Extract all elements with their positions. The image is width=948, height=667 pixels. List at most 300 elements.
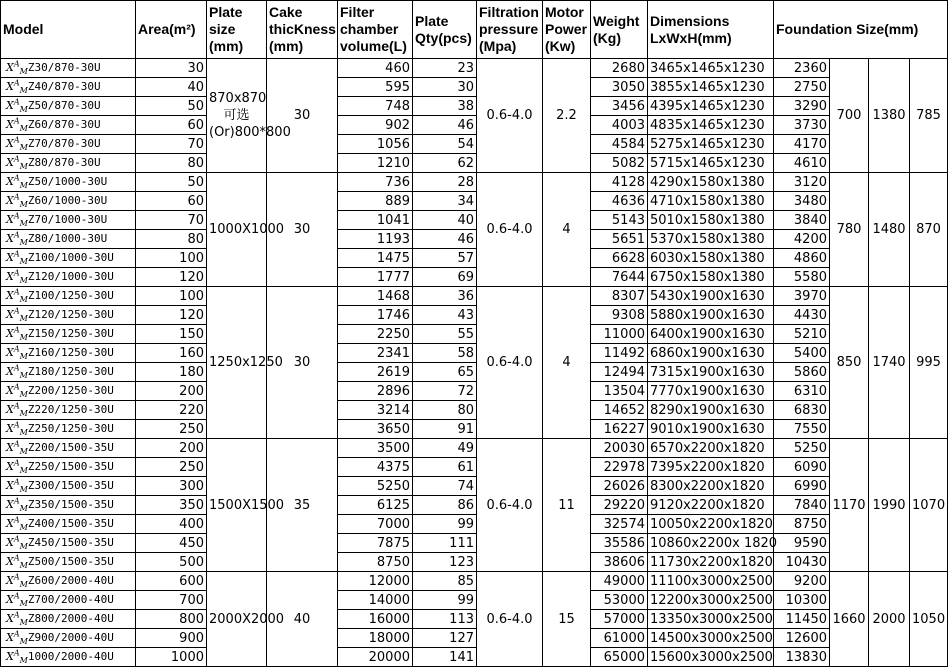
dimensions-cell: 13350x3000x2500 [648,610,774,629]
weight-cell: 8307 [591,287,648,306]
model-name: Z100/1250-30U [27,289,114,302]
foundation-length-cell: 6830 [774,401,830,420]
model-cell [1,648,136,667]
foundation-size-cell: 1740 [869,287,910,439]
table-row [1,325,948,344]
model-prefix [6,59,28,77]
model-cell [1,268,136,287]
foundation-length-cell: 6090 [774,458,830,477]
header-dimensions: Dimensions LxWxH(mm) [648,1,774,59]
area-cell: 50 [136,173,207,192]
weight-cell: 16227 [591,420,648,439]
foundation-length-cell: 5250 [774,439,830,458]
model-prefix [6,154,28,172]
dimensions-cell: 6860x1900x1630 [648,344,774,363]
dimensions-cell: 5715x1465x1230 [648,154,774,173]
model-prefix [6,553,28,571]
model-prefix [6,116,28,134]
model-prefix-sup: A [13,97,20,107]
plate-qty-cell: 61 [413,458,477,477]
plate-qty-cell: 69 [413,268,477,287]
model-prefix [6,648,28,666]
model-name: Z30/870-30U [27,61,101,74]
table-row [1,249,948,268]
foundation-size-cell: 850 [830,287,869,439]
plate-qty-cell: 74 [413,477,477,496]
area-cell: 60 [136,192,207,211]
model-name: Z150/1250-30U [27,327,114,340]
model-cell [1,97,136,116]
model-name: Z600/2000-40U [27,574,114,587]
table-row [1,515,948,534]
model-prefix-sup: A [13,591,20,601]
model-cell [1,629,136,648]
model-prefix-sub: M [19,276,28,286]
model-name: Z120/1000-30U [27,270,114,283]
plate-qty-cell: 28 [413,173,477,192]
dimensions-cell: 15600x3000x2500 [648,648,774,667]
model-prefix-sub: M [19,219,28,229]
model-prefix [6,230,28,248]
dimensions-cell: 4835x1465x1230 [648,116,774,135]
plate-size-cell: 870x870 可选(Or)800*800 [207,59,267,173]
model-prefix-sub: M [19,390,28,400]
model-prefix [6,268,28,286]
model-prefix-sub: M [19,67,28,77]
table-row [1,496,948,515]
model-prefix-sub: M [19,542,28,552]
weight-cell: 5143 [591,211,648,230]
model-cell [1,496,136,515]
area-cell: 600 [136,572,207,591]
foundation-length-cell: 2750 [774,78,830,97]
model-prefix-sub: M [19,504,28,514]
model-prefix [6,610,28,628]
model-prefix-letter: X [6,289,14,302]
area-cell: 700 [136,591,207,610]
area-cell: 70 [136,135,207,154]
model-prefix-sup: A [13,477,20,487]
weight-cell: 38606 [591,553,648,572]
foundation-size-cell: 1070 [910,439,948,572]
model-prefix-letter: X [6,536,14,549]
foundation-length-cell: 10430 [774,553,830,572]
filtration-pressure-cell: 0.6-4.0 [477,439,543,572]
volume-cell: 1777 [338,268,413,287]
area-cell: 160 [136,344,207,363]
volume-cell: 889 [338,192,413,211]
volume-cell: 7875 [338,534,413,553]
foundation-length-cell: 11450 [774,610,830,629]
model-name: Z350/1500-35U [27,498,114,511]
weight-cell: 49000 [591,572,648,591]
weight-cell: 35586 [591,534,648,553]
plate-qty-cell: 85 [413,572,477,591]
volume-cell: 1210 [338,154,413,173]
model-name: Z120/1250-30U [27,308,114,321]
model-prefix-sub: M [19,333,28,343]
motor-power-cell: 4 [543,287,591,439]
model-cell [1,78,136,97]
model-prefix-letter: X [6,555,14,568]
table-row [1,420,948,439]
model-prefix-letter: X [6,213,14,226]
plate-qty-cell: 127 [413,629,477,648]
plate-size-cell: 1000X1000 [207,173,267,287]
area-cell: 1000 [136,648,207,667]
table-row [1,401,948,420]
model-prefix [6,306,28,324]
plate-qty-cell: 36 [413,287,477,306]
model-name: Z250/1250-30U [27,422,114,435]
model-prefix-sup: A [13,306,20,316]
area-cell: 80 [136,154,207,173]
weight-cell: 29220 [591,496,648,515]
model-prefix-letter: X [6,460,14,473]
table-row [1,173,948,192]
model-prefix-sup: A [13,458,20,468]
model-prefix-letter: X [6,327,14,340]
model-prefix-sup: A [13,268,20,278]
model-prefix-letter: X [6,251,14,264]
model-prefix [6,534,28,552]
model-cell [1,116,136,135]
foundation-length-cell: 4200 [774,230,830,249]
foundation-length-cell: 13830 [774,648,830,667]
model-cell [1,306,136,325]
foundation-length-cell: 3840 [774,211,830,230]
dimensions-cell: 5370x1580x1380 [648,230,774,249]
weight-cell: 5651 [591,230,648,249]
model-name: Z70/1000-30U [27,213,108,226]
area-cell: 60 [136,116,207,135]
model-prefix-sup: A [13,211,20,221]
model-prefix-sup: A [13,325,20,335]
weight-cell: 11492 [591,344,648,363]
header-model: Model [1,1,136,59]
model-cell [1,59,136,78]
weight-cell: 4636 [591,192,648,211]
weight-cell: 22978 [591,458,648,477]
model-prefix-letter: X [6,118,14,131]
header-row [1,1,948,59]
model-prefix-sub: M [19,124,28,134]
header-area: Area(m²) [136,1,207,59]
model-prefix-letter: X [6,403,14,416]
plate-qty-cell: 49 [413,439,477,458]
dimensions-cell: 4710x1580x1380 [648,192,774,211]
model-prefix-letter: X [6,270,14,283]
model-name: Z800/2000-40U [27,612,114,625]
model-prefix-sub: M [19,86,28,96]
model-name: Z500/1500-35U [27,555,114,568]
model-cell [1,515,136,534]
plate-qty-cell: 43 [413,306,477,325]
volume-cell: 2341 [338,344,413,363]
model-prefix-sub: M [19,352,28,362]
dimensions-cell: 10860x2200x 1820 [648,534,774,553]
weight-cell: 5082 [591,154,648,173]
model-prefix-sub: M [19,200,28,210]
plate-qty-cell: 111 [413,534,477,553]
model-prefix-sub: M [19,143,28,153]
volume-cell: 748 [338,97,413,116]
model-prefix-sup: A [13,572,20,582]
area-cell: 800 [136,610,207,629]
foundation-size-cell: 2000 [869,572,910,667]
model-name: Z180/1250-30U [27,365,114,378]
area-cell: 400 [136,515,207,534]
table-row [1,135,948,154]
cake-thickness-cell: 30 [267,287,338,439]
table-row [1,629,948,648]
model-prefix-sub: M [19,105,28,115]
model-name: Z200/1250-30U [27,384,114,397]
dimensions-cell: 4290x1580x1380 [648,173,774,192]
dimensions-cell: 3855x1465x1230 [648,78,774,97]
cake-thickness-cell: 35 [267,439,338,572]
area-cell: 120 [136,268,207,287]
dimensions-cell: 9120x2200x1820 [648,496,774,515]
model-cell [1,610,136,629]
volume-cell: 736 [338,173,413,192]
dimensions-cell: 3465x1465x1230 [648,59,774,78]
model-prefix-letter: X [6,441,14,454]
model-prefix-sup: A [13,192,20,202]
model-prefix [6,173,28,191]
plate-qty-cell: 38 [413,97,477,116]
cake-thickness-cell: 40 [267,572,338,667]
foundation-length-cell: 5860 [774,363,830,382]
volume-cell: 595 [338,78,413,97]
foundation-length-cell: 3290 [774,97,830,116]
header-filtration-pressure: Filtration pressure (Mpa) [477,1,543,59]
volume-cell: 1475 [338,249,413,268]
weight-cell: 11000 [591,325,648,344]
model-name: 1000/2000-40U [27,650,114,663]
model-prefix-sup: A [13,439,20,449]
plate-qty-cell: 141 [413,648,477,667]
model-prefix-letter: X [6,194,14,207]
weight-cell: 12494 [591,363,648,382]
table-row [1,382,948,401]
model-prefix-sub: M [19,162,28,172]
model-cell [1,439,136,458]
foundation-length-cell: 4430 [774,306,830,325]
model-name: Z220/1250-30U [27,403,114,416]
area-cell: 50 [136,97,207,116]
foundation-length-cell: 5580 [774,268,830,287]
dimensions-cell: 5880x1900x1630 [648,306,774,325]
dimensions-cell: 7770x1900x1630 [648,382,774,401]
area-cell: 120 [136,306,207,325]
model-name: Z60/1000-30U [27,194,108,207]
table-row [1,458,948,477]
plate-qty-cell: 54 [413,135,477,154]
model-prefix-sub: M [19,561,28,571]
model-name: Z700/2000-40U [27,593,114,606]
volume-cell: 1746 [338,306,413,325]
header-weight: Weight (Kg) [591,1,648,59]
weight-cell: 3050 [591,78,648,97]
table-row [1,439,948,458]
foundation-length-cell: 3480 [774,192,830,211]
weight-cell: 3456 [591,97,648,116]
dimensions-cell: 5010x1580x1380 [648,211,774,230]
model-prefix [6,78,28,96]
foundation-length-cell: 10300 [774,591,830,610]
model-prefix-letter: X [6,517,14,530]
model-prefix-sup: A [13,420,20,430]
foundation-size-cell: 785 [910,59,948,173]
model-prefix-sup: A [13,287,20,297]
header-plate-qty: Plate Qty(pcs) [413,1,477,59]
model-prefix-letter: X [6,479,14,492]
model-prefix-sup: A [13,344,20,354]
filtration-pressure-cell: 0.6-4.0 [477,572,543,667]
model-prefix [6,477,28,495]
filtration-pressure-cell: 0.6-4.0 [477,173,543,287]
model-prefix [6,363,28,381]
area-cell: 200 [136,382,207,401]
model-prefix-letter: X [6,308,14,321]
weight-cell: 26026 [591,477,648,496]
model-prefix-sup: A [13,382,20,392]
model-prefix [6,401,28,419]
plate-qty-cell: 23 [413,59,477,78]
filtration-pressure-cell: 0.6-4.0 [477,59,543,173]
model-prefix [6,192,28,210]
model-prefix-sup: A [13,496,20,506]
area-cell: 80 [136,230,207,249]
foundation-size-cell: 1480 [869,173,910,287]
foundation-length-cell: 2360 [774,59,830,78]
area-cell: 100 [136,249,207,268]
table-row [1,230,948,249]
model-name: Z400/1500-35U [27,517,114,530]
model-name: Z450/1500-35U [27,536,114,549]
model-name: Z60/870-30U [27,118,101,131]
header-motor-power: Motor Power (Kw) [543,1,591,59]
weight-cell: 6628 [591,249,648,268]
foundation-length-cell: 12600 [774,629,830,648]
foundation-length-cell: 4610 [774,154,830,173]
model-prefix-letter: X [6,650,14,663]
dimensions-cell: 5275x1465x1230 [648,135,774,154]
model-prefix-letter: X [6,384,14,397]
model-cell [1,325,136,344]
foundation-length-cell: 9200 [774,572,830,591]
dimensions-cell: 11730x2200x1820 [648,553,774,572]
model-prefix-sup: A [13,249,20,259]
model-cell [1,591,136,610]
table-body [1,59,948,667]
model-prefix-sub: M [19,656,28,666]
model-prefix-sub: M [19,580,28,590]
plate-qty-cell: 65 [413,363,477,382]
foundation-length-cell: 5210 [774,325,830,344]
dimensions-cell: 12200x3000x2500 [648,591,774,610]
dimensions-cell: 4395x1465x1230 [648,97,774,116]
table-row [1,610,948,629]
table-row [1,287,948,306]
volume-cell: 6125 [338,496,413,515]
table-row [1,477,948,496]
dimensions-cell: 7315x1900x1630 [648,363,774,382]
model-prefix-letter: X [6,422,14,435]
model-prefix-sup: A [13,553,20,563]
weight-cell: 4128 [591,173,648,192]
model-prefix-sub: M [19,599,28,609]
dimensions-cell: 10050x2200x1820 [648,515,774,534]
foundation-size-cell: 1990 [869,439,910,572]
foundation-length-cell: 7550 [774,420,830,439]
model-prefix-sub: M [19,618,28,628]
area-cell: 40 [136,78,207,97]
motor-power-cell: 11 [543,439,591,572]
plate-qty-cell: 55 [413,325,477,344]
model-name: Z50/1000-30U [27,175,108,188]
weight-cell: 4003 [591,116,648,135]
weight-cell: 7644 [591,268,648,287]
model-prefix-letter: X [6,593,14,606]
foundation-length-cell: 6310 [774,382,830,401]
model-prefix-sup: A [13,534,20,544]
area-cell: 450 [136,534,207,553]
model-name: Z900/2000-40U [27,631,114,644]
model-prefix-sup: A [13,59,20,69]
plate-qty-cell: 30 [413,78,477,97]
model-prefix-sup: A [13,230,20,240]
volume-cell: 1468 [338,287,413,306]
model-prefix-letter: X [6,574,14,587]
model-cell [1,477,136,496]
plate-size-cell: 2000X2000 [207,572,267,667]
model-cell [1,249,136,268]
volume-cell: 18000 [338,629,413,648]
volume-cell: 1056 [338,135,413,154]
model-name: Z70/870-30U [27,137,101,150]
area-cell: 250 [136,420,207,439]
model-cell [1,192,136,211]
foundation-size-cell: 870 [910,173,948,287]
area-cell: 180 [136,363,207,382]
foundation-length-cell: 3970 [774,287,830,306]
weight-cell: 13504 [591,382,648,401]
weight-cell: 61000 [591,629,648,648]
model-prefix-letter: X [6,99,14,112]
model-prefix [6,287,28,305]
dimensions-cell: 8290x1900x1630 [648,401,774,420]
model-prefix-sup: A [13,610,20,620]
model-cell [1,173,136,192]
model-prefix-letter: X [6,232,14,245]
weight-cell: 20030 [591,439,648,458]
model-prefix-sup: A [13,363,20,373]
foundation-size-cell: 700 [830,59,869,173]
volume-cell: 7000 [338,515,413,534]
model-name: Z300/1500-35U [27,479,114,492]
plate-qty-cell: 46 [413,116,477,135]
dimensions-cell: 9010x1900x1630 [648,420,774,439]
plate-qty-cell: 123 [413,553,477,572]
plate-qty-cell: 113 [413,610,477,629]
volume-cell: 12000 [338,572,413,591]
model-name: Z80/870-30U [27,156,101,169]
area-cell: 220 [136,401,207,420]
plate-qty-cell: 72 [413,382,477,401]
foundation-length-cell: 3730 [774,116,830,135]
